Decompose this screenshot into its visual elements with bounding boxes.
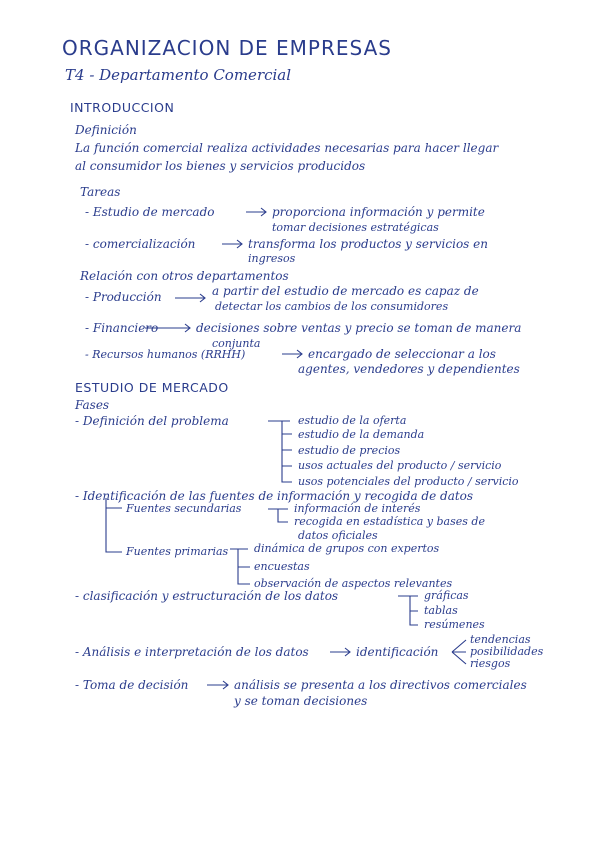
task-2-desc: transforma los productos y servicios en — [248, 237, 488, 251]
phase-5-label: - Toma de decisión — [75, 678, 189, 692]
task-2-desc-cont: ingresos — [248, 252, 296, 265]
bracket-p1 — [268, 421, 292, 482]
relation-3-desc: encargado de seleccionar a los — [308, 347, 496, 361]
phase-4-item-3: riesgos — [470, 657, 511, 670]
phase-3-item-3: resúmenes — [424, 618, 485, 631]
relation-2-label: - Financiero — [85, 321, 159, 335]
relation-1-desc: a partir del estudio de mercado es capaz de — [212, 284, 479, 298]
phase-4-item-1: tendencias — [470, 633, 531, 646]
bracket-sec — [268, 509, 288, 522]
secondary-item-3: datos oficiales — [298, 529, 378, 542]
relation-heading: Relación con otros departamentos — [80, 269, 289, 283]
arrow-p4 — [330, 648, 350, 656]
bracket-p3 — [398, 596, 418, 625]
primary-item-2: encuestas — [254, 560, 310, 573]
phase-1-item-1: estudio de la oferta — [298, 414, 407, 427]
phase-1-item-3: estudio de precios — [298, 444, 401, 457]
page-title: ORGANIZACION DE EMPRESAS — [62, 36, 392, 60]
definition-line-2: al consumidor los bienes y servicios producidos — [75, 159, 366, 173]
phase-4-label: - Análisis e interpretación de los datos — [75, 645, 309, 659]
secondary-sources-label: Fuentes secundarias — [126, 502, 242, 515]
phase-1-item-2: estudio de la demanda — [298, 428, 425, 441]
arrow-r1 — [175, 294, 205, 302]
phase-5-desc-cont: y se toman decisiones — [234, 694, 368, 708]
page-subtitle: T4 - Departamento Comercial — [65, 66, 292, 84]
arrow-t1 — [246, 208, 266, 216]
fork-p4 — [452, 640, 466, 664]
definition-line-1: La función comercial realiza actividades necesarias para hacer llegar — [75, 141, 499, 155]
task-2-label: - comercialización — [85, 237, 196, 251]
phase-3-item-2: tablas — [424, 604, 458, 617]
tree-p2 — [106, 498, 122, 552]
relation-2-desc: decisiones sobre ventas y precio se toman de manera — [196, 321, 522, 335]
phase-1-label: - Definición del problema — [75, 414, 229, 428]
definition-heading: Definición — [75, 123, 137, 137]
phase-3-item-1: gráficas — [424, 589, 469, 602]
phase-5-desc: análisis se presenta a los directivos comerciales — [234, 678, 527, 692]
arrow-r3 — [282, 350, 302, 358]
phases-heading: Fases — [75, 398, 110, 412]
secondary-item-2: recogida en estadística y bases de — [294, 515, 485, 528]
market-study-heading: ESTUDIO DE MERCADO — [75, 380, 229, 395]
arrow-t2 — [222, 240, 242, 248]
phase-3-label: - clasificación y estructuración de los datos — [75, 589, 339, 603]
relation-3-label: - Recursos humanos (RRHH) — [85, 348, 246, 361]
intro-heading: INTRODUCCION — [70, 100, 175, 115]
primary-item-3: observación de aspectos relevantes — [254, 577, 453, 590]
relation-3-desc-cont: agentes, vendedores y dependientes — [298, 362, 520, 376]
arrow-p5 — [207, 681, 228, 689]
task-1-desc-cont: tomar decisiones estratégicas — [272, 221, 439, 234]
phase-1-item-5: usos potenciales del producto / servicio — [298, 475, 519, 488]
tasks-heading: Tareas — [80, 185, 121, 199]
relation-1-desc-cont: detectar los cambios de los consumidores — [215, 300, 449, 313]
task-1-desc: proporciona información y permite — [272, 205, 485, 219]
phase-2-label: - Identificación de las fuentes de información y recogida de datos — [75, 489, 474, 503]
phase-4-identification: identificación — [356, 645, 439, 659]
primary-sources-label: Fuentes primarias — [126, 545, 229, 558]
relation-2-desc-cont: conjunta — [212, 337, 261, 350]
bracket-prim — [230, 549, 250, 584]
phase-4-item-2: posibilidades — [470, 645, 544, 658]
primary-item-1: dinámica de grupos con expertos — [254, 542, 440, 555]
task-1-label: - Estudio de mercado — [85, 205, 215, 219]
relation-1-label: - Producción — [85, 290, 162, 304]
secondary-item-1: información de interés — [294, 502, 421, 515]
phase-1-item-4: usos actuales del producto / servicio — [298, 459, 502, 472]
